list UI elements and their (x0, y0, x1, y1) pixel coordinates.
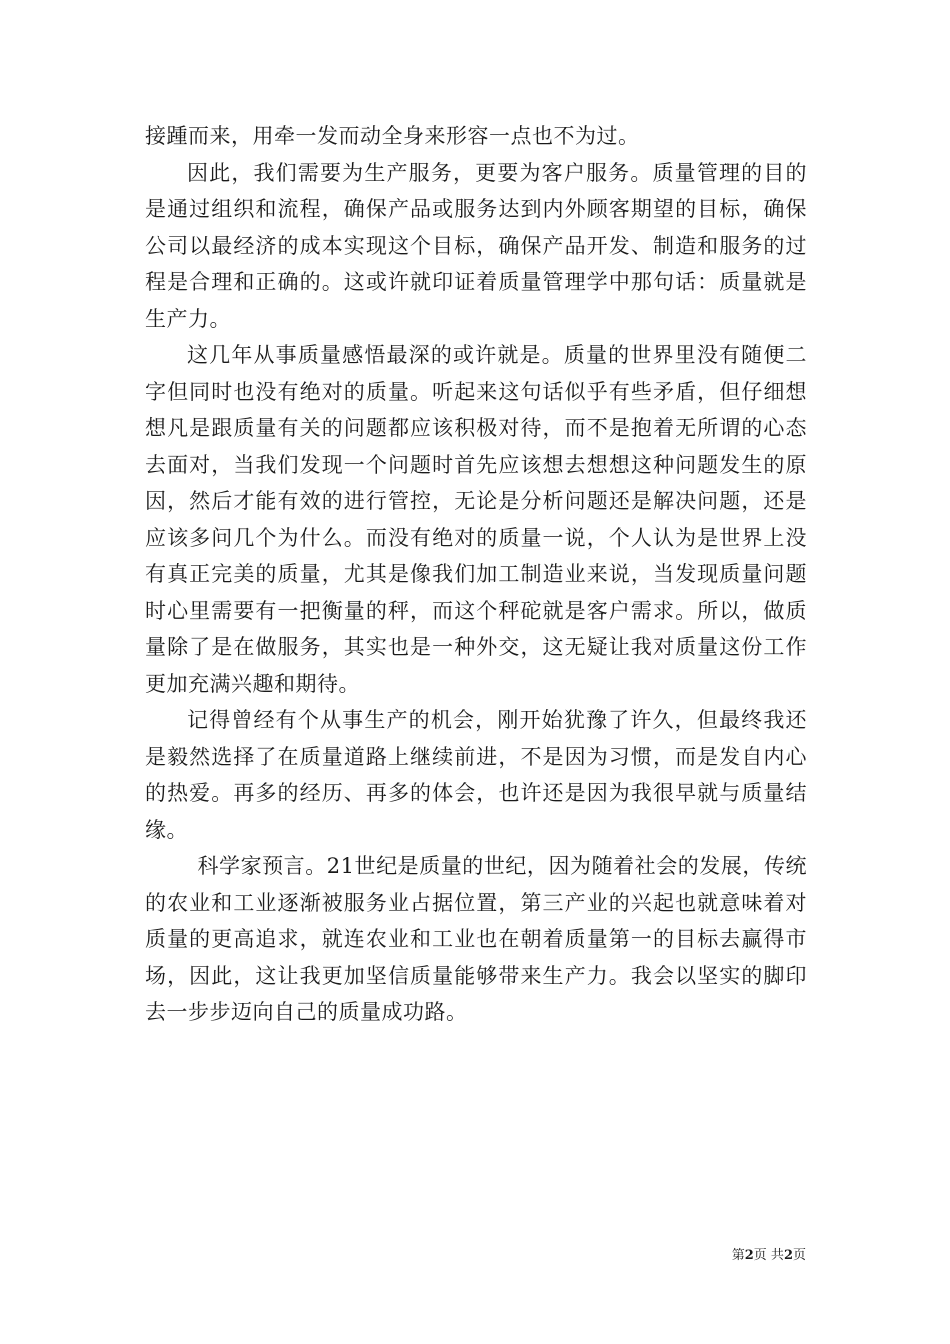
document-body (145, 118, 807, 1031)
footer-middle: 页 共 (753, 1248, 784, 1263)
paragraph-prediction: 科学家预言。21世纪是质量的世纪，因为随着社会的发展，传统的农业和工业逐渐被服务业占据位置，第三产业的兴起也就意味着对质量的更高追求，就连农业和工业也在朝着质量第一的目标去赢得市场，因此，这让我更加坚信质量能够带来生产力。我会以坚实的脚印去一步步迈向自己的质量成功路。 (145, 854, 807, 1024)
paragraph-choice: 记得曾经有个从事生产的机会，刚开始犹豫了许久，但最终我还是毅然选择了在质量道路上继续前进，不是因为习惯，而是发自内心的热爱。再多的经历、再多的体会，也许还是因为我很早就与质量结缘。 (145, 708, 807, 842)
footer-total-pages: 2 (783, 1248, 793, 1263)
footer-prefix: 第 (731, 1248, 745, 1263)
footer-current-page: 2 (744, 1248, 754, 1263)
paragraph-service: 因此，我们需要为生产服务，更要为客户服务。质量管理的目的是通过组织和流程，确保产品或服务达到内外顾客期望的目标，确保公司以最经济的成本实现这个目标，确保产品开发、制造和服务的过程是合理和正确的。这或许就印证着质量管理学中那句话：质量就是生产力。 (145, 160, 807, 331)
paragraph-insight: 这几年从事质量感悟最深的或许就是。质量的世界里没有随便二字但同时也没有绝对的质量。听起来这句话似乎有些矛盾，但仔细想想凡是跟质量有关的问题都应该积极对待，而不是抱着无所谓的心态去面对，当我们发现一个问题时首先应该想去想想这种问题发生的原因，然后才能有效的进行管控，无论是分析问题还是解决问题，还是应该多问几个为什么。而没有绝对的质量一说，个人认为是世界上没有真正完美的质量，尤其是像我们加工制造业来说，当发现质量问题时心里需要有一把衡量的秤，而这个秤砣就是客户需求。所以，做质量除了是在做服务，其实也是一种外交，这无疑让我对质量这份工作更加充满兴趣和期待。 (145, 343, 807, 696)
footer-suffix: 页 (792, 1248, 806, 1263)
paragraph-continuation: 接踵而来，用牵一发而动全身来形容一点也不为过。 (145, 124, 640, 148)
page-number-footer (732, 1248, 806, 1264)
